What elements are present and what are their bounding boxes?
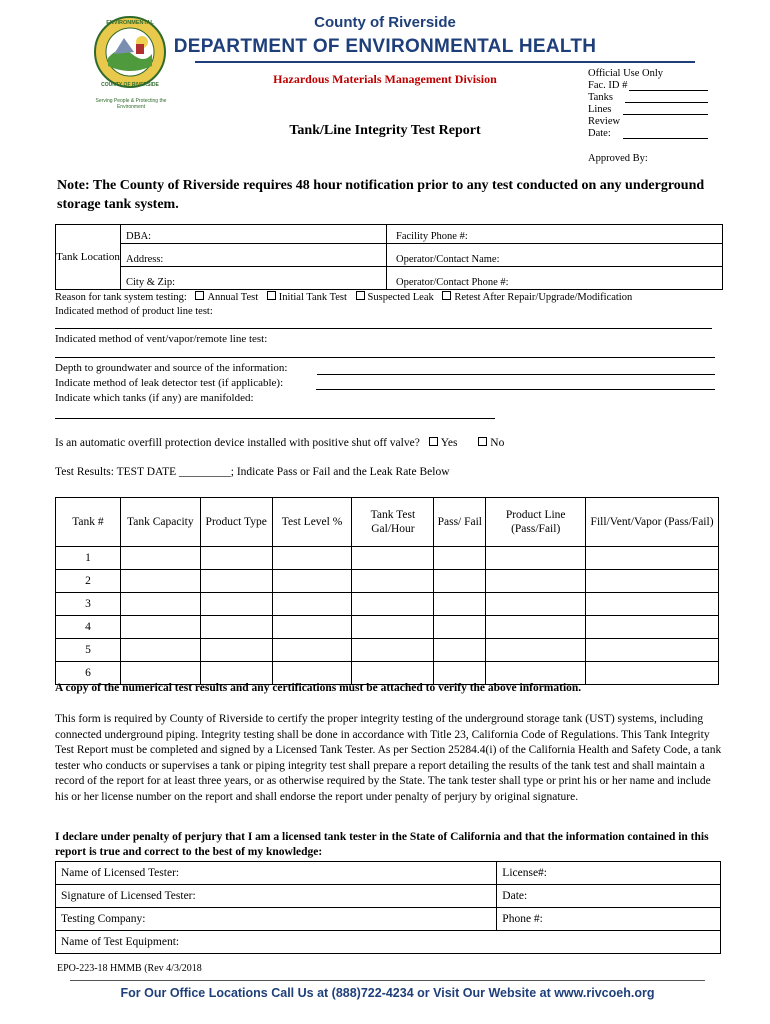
result-input-cell[interactable] [486,593,586,616]
lines-field[interactable] [623,104,708,115]
result-input-cell[interactable] [200,593,272,616]
report-title: Tank/Line Integrity Test Report [289,123,481,138]
location-row-divider [120,266,722,267]
tank-number-cell: 5 [56,639,121,662]
result-input-cell[interactable] [352,547,434,570]
header-tank-number: Tank # [56,498,121,547]
tank-number-cell: 2 [56,570,121,593]
phone-label: Phone #: [502,913,543,925]
result-input-cell[interactable] [434,639,486,662]
retest-checkbox[interactable] [442,291,451,300]
product-line-field[interactable] [55,328,712,329]
phone-field[interactable] [497,908,721,931]
result-input-cell[interactable] [120,593,200,616]
vent-test-label: Indicated method of vent/vapor/remote line test: [55,333,268,345]
vent-test-field[interactable] [55,357,715,358]
manifolded-field[interactable] [55,418,495,419]
result-input-cell[interactable] [586,616,719,639]
fac-id-field[interactable] [629,80,708,91]
result-input-cell[interactable] [120,570,200,593]
table-row [56,593,719,616]
tank-location-table [55,224,723,290]
result-input-cell[interactable] [434,593,486,616]
seal-motto: Serving People & Protecting the Environment [95,98,167,110]
header-product-line: Product Line (Pass/Fail) [486,498,586,547]
table-row [56,570,719,593]
initial-test-label: Initial Tank Test [278,292,347,303]
overfill-no-checkbox[interactable] [478,437,487,446]
date-label: Date: [502,890,528,902]
approved-by-label: Approved By: [588,153,648,164]
result-input-cell[interactable] [120,639,200,662]
result-input-cell[interactable] [486,616,586,639]
overfill-yes-checkbox[interactable] [429,437,438,446]
testing-company-label: Testing Company: [61,913,146,925]
result-input-cell[interactable] [486,570,586,593]
reason-label: Reason for tank system testing: [55,292,187,303]
overfill-yes-label: Yes [440,437,458,449]
testing-company-field[interactable] [56,908,497,931]
result-input-cell[interactable] [120,616,200,639]
form-id: EPO-223-18 HMMB (Rev 4/3/2018 [57,963,202,974]
facility-phone-label: Facility Phone #: [396,231,468,242]
result-input-cell[interactable] [434,547,486,570]
suspected-leak-label: Suspected Leak [367,292,434,303]
test-equipment-field[interactable] [56,931,721,954]
official-use-box [588,68,708,140]
header-product-type: Product Type [200,498,272,547]
table-row [56,616,719,639]
tanks-label: Tanks [588,92,613,103]
header-tank-test: Tank Test Gal/Hour [352,498,434,547]
result-input-cell[interactable] [586,639,719,662]
license-field[interactable] [497,862,721,885]
result-input-cell[interactable] [200,639,272,662]
manifolded-label: Indicate which tanks (if any) are manifolded: [55,392,254,404]
result-input-cell[interactable] [272,570,352,593]
header-pass-fail: Pass/ Fail [434,498,486,547]
division-name: Hazardous Materials Management Division [273,72,497,86]
result-input-cell[interactable] [200,547,272,570]
license-label: License#: [502,867,547,879]
tester-signature-label: Signature of Licensed Tester: [61,890,196,902]
result-input-cell[interactable] [352,570,434,593]
header-tank-capacity: Tank Capacity [120,498,200,547]
table-row [56,547,719,570]
header-fill-vent-vapor: Fill/Vent/Vapor (Pass/Fail) [586,498,719,547]
form-instructions: This form is required by County of Riverside to certify the proper integrity testing of the underground storage tank (UST) systems, including connected underground piping. Integrity testing shall be done in accordance with Title 23, California Code of Regulations. This Tank Integrity Test Report must be completed and signed by a Licensed Tank Tester. As per Section 25284.4(i) of the California Health and Safety Code, a tank tester who conducts or supervises a tank or piping integrity test shall prepare a report detailing the results of the tank test and shall maintain a record of the report for at least three years, or as otherwise required by the State. The tank tester shall type or print his or her name and include his or her license number on the report and shall endorse the report under penalty of perjury by original signature. [55,713,722,803]
tank-number-cell: 1 [56,547,121,570]
tester-name-label: Name of Licensed Tester: [61,867,180,879]
review-date-field[interactable] [623,128,708,139]
result-input-cell[interactable] [200,616,272,639]
date-label: Date: [588,128,611,139]
review-label: Review [588,116,621,127]
result-input-cell[interactable] [272,639,352,662]
result-input-cell[interactable] [200,570,272,593]
result-input-cell[interactable] [586,547,719,570]
county-title: County of Riverside [314,14,456,31]
address-label: Address: [126,254,164,265]
notification-note: Note: The County of Riverside requires 48 hour notification prior to any test conducted on any underground storage tank system. [57,178,705,212]
table-row [56,639,719,662]
result-input-cell[interactable] [272,593,352,616]
signature-table [55,861,721,954]
result-input-cell[interactable] [120,547,200,570]
tester-signature-field[interactable] [56,885,497,908]
tank-location-label: Tank Location [56,225,121,289]
leak-detector-field[interactable] [316,389,715,390]
operator-phone-label: Operator/Contact Phone #: [396,277,509,288]
result-input-cell[interactable] [486,639,586,662]
test-results-label: Test Results: TEST DATE _________; Indicate Pass or Fail and the Leak Rate Below [55,466,450,478]
copy-requirement-note: A copy of the numerical test results and any certifications must be attached to verify the above information. [55,682,582,694]
official-title: Official Use Only [588,68,664,79]
depth-field[interactable] [317,374,715,375]
result-input-cell[interactable] [352,593,434,616]
leak-detector-label: Indicate method of leak detector test (if applicable): [55,377,284,389]
overfill-question: Is an automatic overfill protection device installed with positive shut off valve? [55,437,420,449]
test-results-table [55,497,719,685]
footer-divider [70,980,705,981]
result-input-cell[interactable] [272,616,352,639]
seal-text-bottom: COUNTY OF RIVERSIDE [101,82,159,88]
tester-name-field[interactable] [56,862,497,885]
reason-row [55,291,632,304]
footer-contact: For Our Office Locations Call Us at (888)722-4234 or Visit Our Website at www.rivcoeh.org [120,986,655,1000]
initial-test-checkbox[interactable] [267,291,276,300]
annual-test-checkbox[interactable] [195,291,204,300]
annual-test-label: Annual Test [207,292,259,303]
tank-number-cell: 4 [56,616,121,639]
suspected-leak-checkbox[interactable] [356,291,365,300]
overfill-row [55,437,504,450]
location-column-divider [386,225,387,289]
depth-label: Depth to groundwater and source of the information: [55,362,288,374]
county-seal-logo [90,14,170,94]
results-header-row [56,498,719,547]
dba-label: DBA: [126,231,152,242]
operator-label: Operator/Contact Name: [396,254,500,265]
result-input-cell[interactable] [352,616,434,639]
date-field[interactable] [497,885,721,908]
tank-number-cell: 6 [56,662,121,685]
tanks-field[interactable] [625,92,708,103]
retest-label: Retest After Repair/Upgrade/Modification [454,292,633,303]
header-test-level: Test Level % [272,498,352,547]
header-divider [195,61,695,63]
result-input-cell[interactable] [486,547,586,570]
result-input-cell[interactable] [352,639,434,662]
perjury-declaration: I declare under penalty of perjury that I am a licensed tank tester in the State of California and that the information contained in this report is true and correct to the best of my knowledge: [55,831,709,858]
product-line-label: Indicated method of product line test: [55,306,213,317]
overfill-no-label: No [490,437,505,449]
department-title: DEPARTMENT OF ENVIRONMENTAL HEALTH [173,36,597,57]
city-zip-label: City & Zip: [126,277,176,288]
lines-label: Lines [588,104,612,115]
result-input-cell[interactable] [586,593,719,616]
fac-id-label: Fac. ID # [588,80,628,91]
location-row-divider [120,243,722,244]
seal-text-top: ENVIRONMENTAL [106,20,154,26]
tank-number-cell: 3 [56,593,121,616]
result-input-cell[interactable] [434,570,486,593]
result-input-cell[interactable] [586,570,719,593]
result-input-cell[interactable] [434,616,486,639]
result-input-cell[interactable] [272,547,352,570]
test-equipment-label: Name of Test Equipment: [61,936,180,948]
